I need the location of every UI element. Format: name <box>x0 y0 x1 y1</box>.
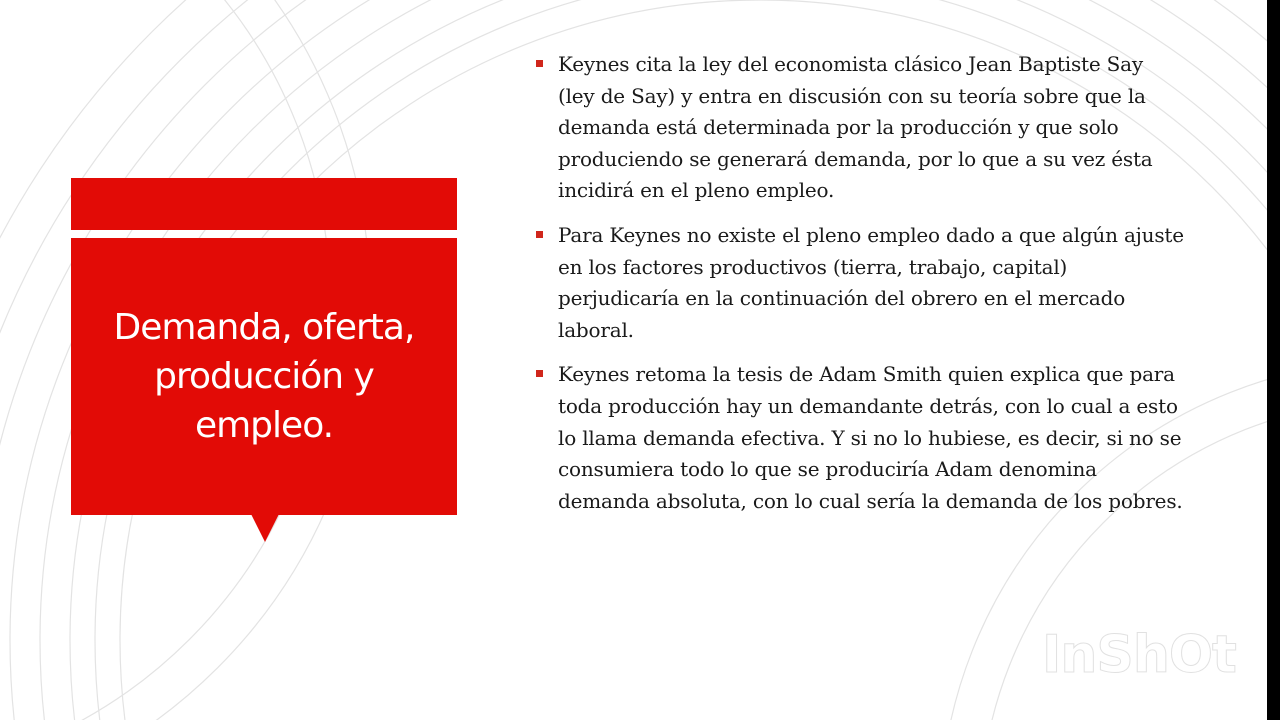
square-bullet-icon <box>536 370 543 377</box>
square-bullet-icon <box>536 231 543 238</box>
bullet-item <box>534 359 1184 517</box>
bullet-list <box>534 49 1184 530</box>
square-bullet-icon <box>536 60 543 67</box>
screen-edge <box>1267 0 1280 720</box>
bullet-text: Keynes cita la ley del economista clásico Jean Baptiste Say (ley de Say) y entra en discusión con su teoría sobre que la demanda está determinada por la producción y que solo produciendo se generará demanda, por lo que a su vez ésta incidirá en el pleno empleo. <box>558 52 1153 203</box>
slide-title: Demanda, oferta, producción y empleo. <box>113 307 415 446</box>
watermark-logo: InShOt <box>1042 625 1236 685</box>
title-box <box>71 238 457 515</box>
title-accent-bar <box>71 178 457 230</box>
title-pointer <box>251 514 279 542</box>
bullet-text: Para Keynes no existe el pleno empleo dado a que algún ajuste en los factores productivos (tierra, trabajo, capital) perjudicaría en la continuación del obrero en el mercado laboral. <box>558 222 1184 342</box>
bullet-item <box>534 220 1184 346</box>
bullet-text: Keynes retoma la tesis de Adam Smith quien explica que para toda producción hay un demandante detrás, con lo cual a esto lo llama demanda efectiva. Y si no lo hubiese, es decir, si no se consumiera todo lo que se produciría Adam denomina demanda absoluta, con lo cual sería la demanda de los pobres. <box>558 362 1183 513</box>
bullet-item <box>534 49 1184 207</box>
